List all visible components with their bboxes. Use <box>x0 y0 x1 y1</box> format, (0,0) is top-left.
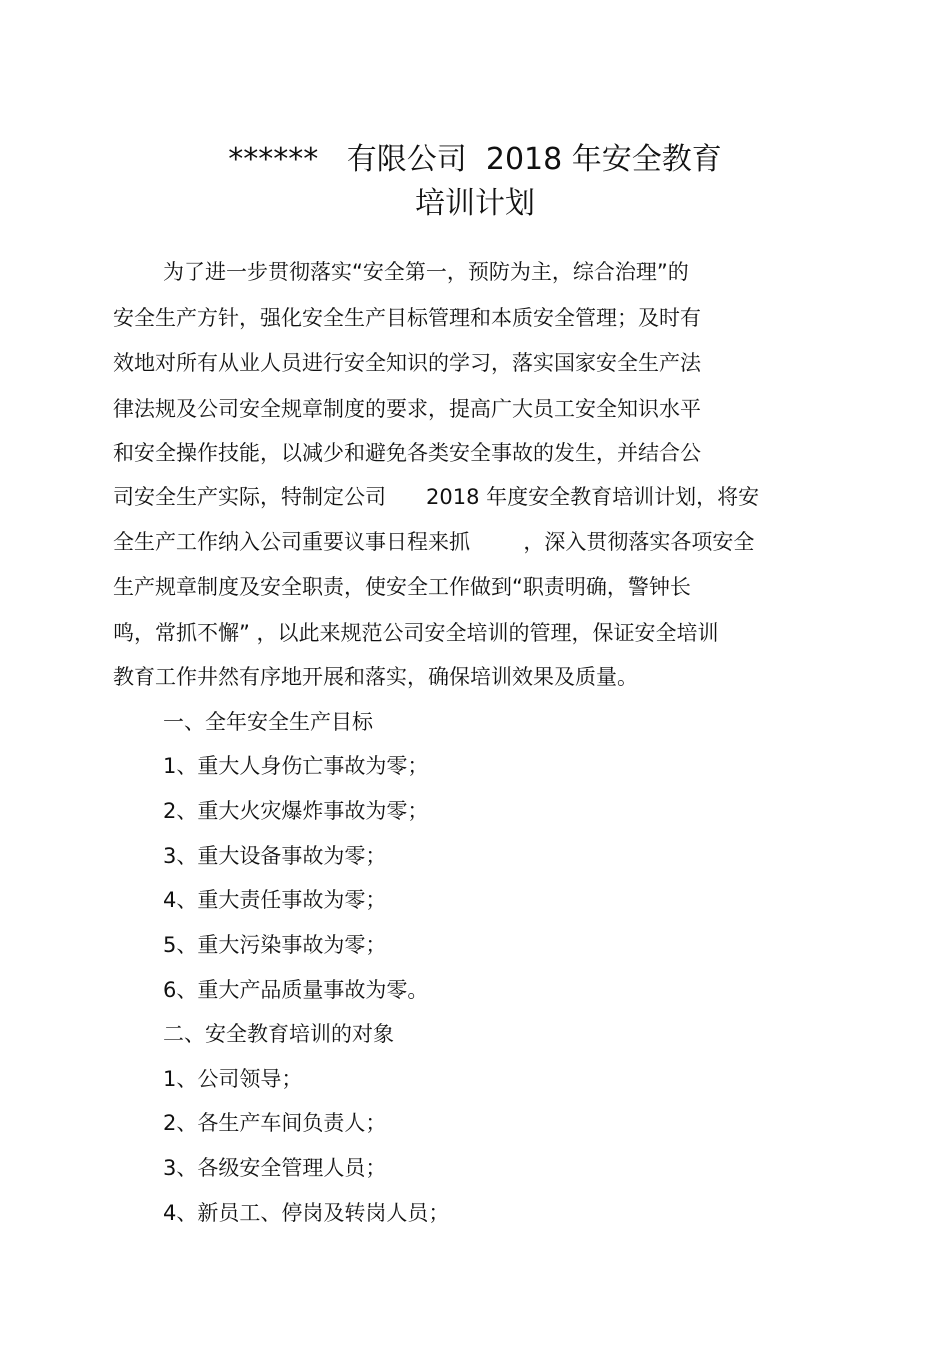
intro-line: 生产规章制度及安全职责，使安全工作做到“职责明确，警钟长 <box>113 575 691 599</box>
intro-line: 鸣，常抓不懈” ，以此来规范公司安全培训的管理，保证安全培训 <box>113 621 719 645</box>
goal-item: 1、重大人身伤亡事故为零； <box>163 754 429 778</box>
goal-item: 2、重大火灾爆炸事故为零； <box>163 799 429 823</box>
target-item: 1、公司领导； <box>163 1067 303 1091</box>
intro-line: 为了进一步贯彻落实“安全第一，预防为主，综合治理”的 <box>163 260 689 284</box>
goal-item: 5、重大污染事故为零； <box>163 933 387 957</box>
intro-line: 安全生产方针，强化安全生产目标管理和本质安全管理；及时有 <box>113 306 701 330</box>
section-heading-targets: 二、安全教育培训的对象 <box>163 1022 394 1046</box>
intro-line: 和安全操作技能，以减少和避免各类安全事故的发生，并结合公 <box>113 441 701 465</box>
goal-item: 6、重大产品质量事故为零。 <box>163 978 429 1002</box>
goal-item: 4、重大责任事故为零； <box>163 888 387 912</box>
intro-line: 教育工作井然有序地开展和落实，确保培训效果及质量。 <box>113 665 638 689</box>
document-title-line-2: 培训计划 <box>415 186 535 221</box>
target-item: 4、新员工、停岗及转岗人员； <box>163 1201 450 1225</box>
intro-line: 律法规及公司安全规章制度的要求，提高广大员工安全知识水平 <box>113 397 701 421</box>
target-item: 2、各生产车间负责人； <box>163 1111 387 1135</box>
intro-line: 全生产工作纳入公司重要议事日程来抓 ，深入贯彻落实各项安全 <box>113 530 755 554</box>
goal-item: 3、重大设备事故为零； <box>163 844 387 868</box>
document-title-line-1: ****** 有限公司 2018 年安全教育 <box>228 142 722 177</box>
intro-line: 效地对所有从业人员进行安全知识的学习，落实国家安全生产法 <box>113 351 701 375</box>
section-heading-goals: 一、全年安全生产目标 <box>163 710 373 734</box>
intro-line: 司安全生产实际，特制定公司 2018 年度安全教育培训计划，将安 <box>113 485 760 509</box>
target-item: 3、各级安全管理人员； <box>163 1156 387 1180</box>
